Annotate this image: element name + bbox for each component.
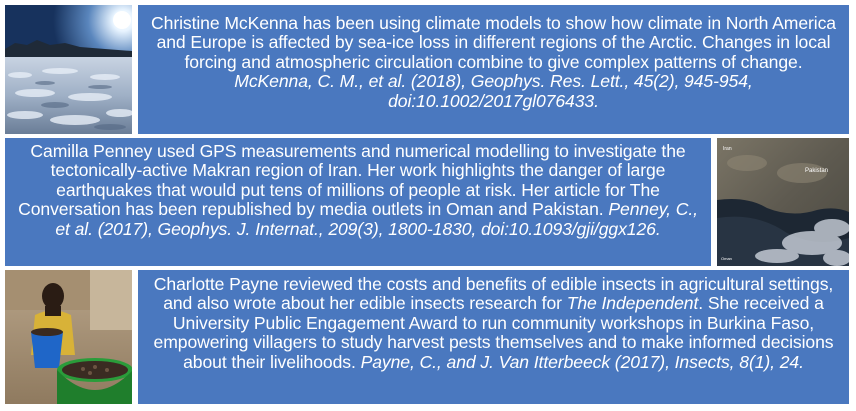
payne-citation: Payne, C., and J. Van Itterbeeck (2017), Insects, 8(1), 24. xyxy=(360,351,804,372)
payne-description-start: Charlotte Payne reviewed the costs and benefits of edible insects in agricultural settings, and also wrote about her edible insects research for xyxy=(153,274,834,314)
penney-citation: Penney, C., et al. (2017), Geophys. J. Internat., 209(3), 1800-1830, doi:10.1093/gji/ggx126. xyxy=(55,199,698,239)
satellite-map-image xyxy=(717,138,849,266)
map-label-pakistan: Pakistan xyxy=(805,168,829,174)
mckenna-description: Christine McKenna has been using climate models to show how climate in North America and Europe is affected by sea-ice loss in different regions of the Arctic. Changes in local forcing and atmospheric circulation combine to give complex patterns of change. xyxy=(151,13,836,72)
payne-newspaper-name: The Independent xyxy=(566,293,699,314)
payne-description-end: . She received a University Public Engagement Award to run community workshops in Burkina Faso, empowering villagers to study harvest pests themselves and to make informed decisions about their livelihoods. xyxy=(153,293,834,372)
mckenna-citation: McKenna, C. M., et al. (2018), Geophys. Res. Lett., 45(2), 945-954, doi:10.1002/2017gl076433. xyxy=(234,71,753,111)
map-label-iran: Iran xyxy=(723,146,732,152)
mckenna-panel xyxy=(138,5,849,134)
penney-panel xyxy=(5,138,711,266)
map-label-oman: Oman xyxy=(721,256,732,261)
payne-panel xyxy=(138,270,849,404)
sea-ice-photo xyxy=(5,5,132,134)
penney-description: Camilla Penney used GPS measurements and numerical modelling to investigate the tectonically-active Makran region of Iran. Her work highlights the danger of large earthquakes that would put tens of millions of people at risk. Her article for The Conversation has been republished by media outlets in Oman and Pakistan. xyxy=(18,141,686,220)
edible-insects-photo xyxy=(5,270,132,404)
